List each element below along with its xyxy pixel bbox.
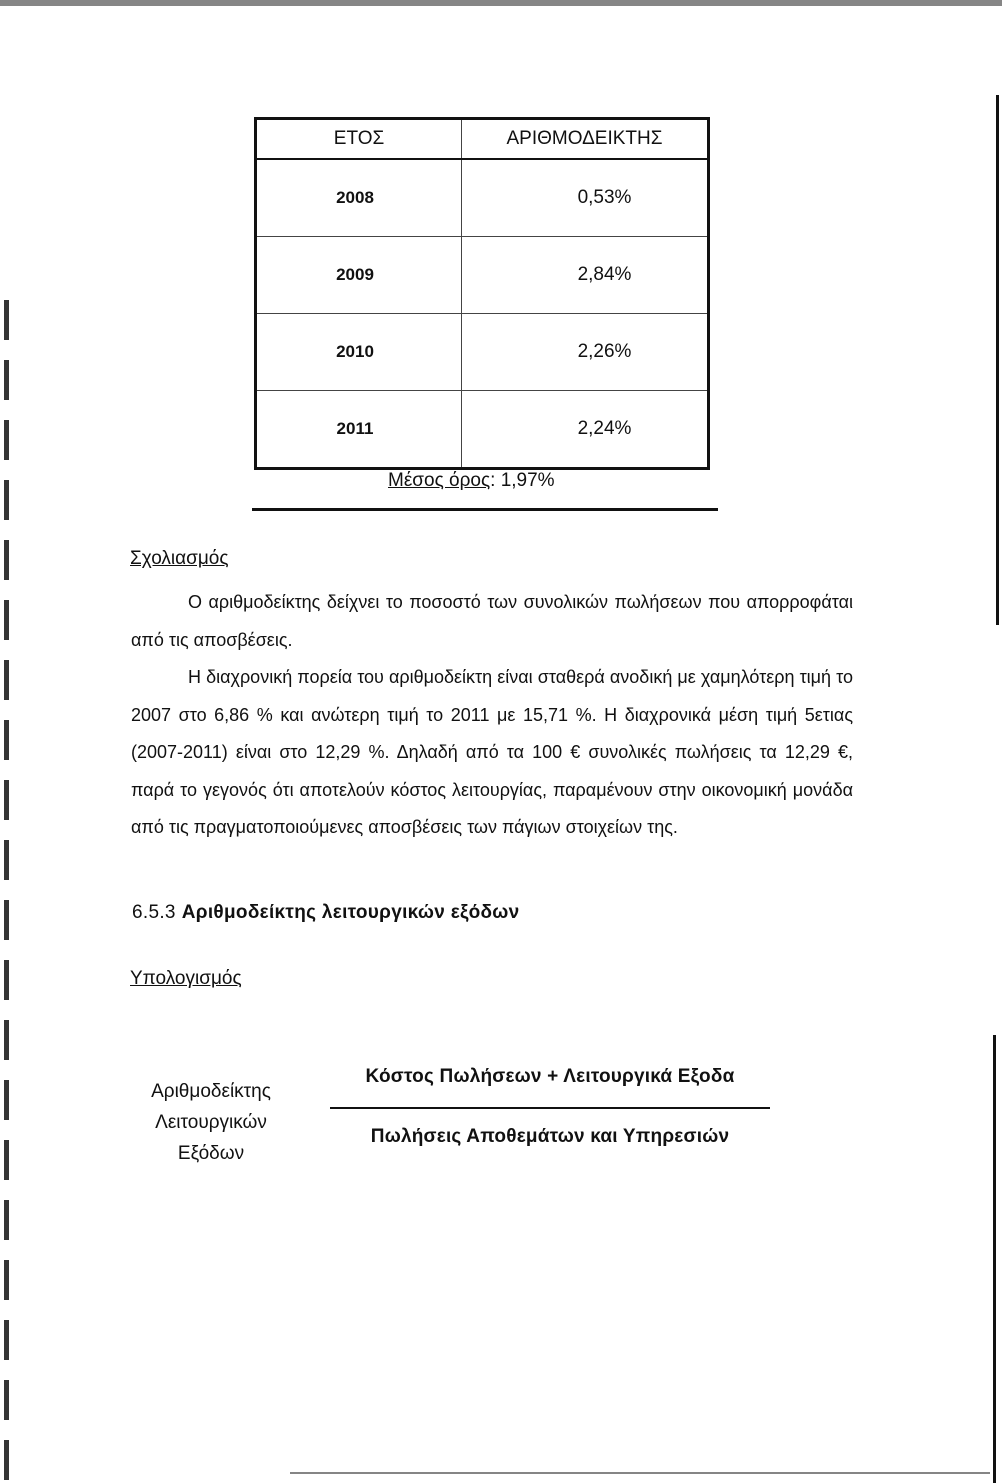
average-rule [252,508,718,511]
ratio-name [130,1076,292,1169]
table-row [256,314,709,391]
average-value: 1,97% [500,470,555,491]
table-header-row [256,119,709,160]
commentary-heading: Σχολιασμός [130,548,229,569]
ratio-table [254,117,710,470]
formula-denominator: Πωλήσεις Αποθεμάτων και Υπηρεσιών [370,1126,730,1147]
average-separator: : [490,470,496,491]
table-row [256,391,709,469]
table-row [256,159,709,237]
formula-numerator: Κόστος Πωλήσεων + Λειτουργικά Εξοδα [365,1066,735,1087]
scan-top-edge [0,0,1002,6]
table-row [256,237,709,314]
commentary-text [131,584,853,847]
scan-right-edge-lower [993,1035,996,1483]
commentary-paragraph-1: Ο αριθμοδείκτης δείχνει το ποσοστό των συνολικών πωλήσεων που απορροφάται από τις αποσβέσεις. [131,592,853,650]
average-label: Μέσος όρος [388,470,491,491]
row-year: 2011 [256,391,462,469]
ratio-name-line-2: Λειτουργικών [155,1112,267,1133]
section-title-text: Αριθμοδείκτης λειτουργικών εξόδων [181,902,520,923]
ratio-name-line-1: Αριθμοδείκτης [151,1081,271,1102]
scan-right-edge-upper [996,95,999,625]
scan-left-edge [4,300,9,1483]
row-year: 2010 [256,314,462,391]
row-value: 2,24% [462,391,709,469]
average-line [388,470,555,492]
calculation-heading: Υπολογισμός [130,968,242,989]
section-title [132,902,520,924]
row-value: 2,84% [462,237,709,314]
fraction-bar [330,1107,770,1109]
row-value: 0,53% [462,159,709,237]
row-year: 2008 [256,159,462,237]
row-value: 2,26% [462,314,709,391]
scan-bottom-edge [290,1472,990,1474]
ratio-name-line-3: Εξόδων [177,1143,245,1164]
header-ratio: ΑΡΙΘΜΟΔΕΙΚΤΗΣ [462,119,709,160]
header-year: ΕΤΟΣ [256,119,462,160]
row-year: 2009 [256,237,462,314]
commentary-paragraph-2: Η διαχρονική πορεία του αριθμοδείκτη είναι σταθερά ανοδική με χαμηλότερη τιμή το 2007 στο 6,86 % και ανώτερη τιμή το 2011 με 15,71 %. Η διαχρονικά μέση τιμή 5ετιας (2007-2011) είναι στο 12,29 %. Δηλαδή από τα 100 € συνολικές πωλήσεις τα 12,29 €, παρά το γεγονός ότι αποτελούν κόστος λειτουργίας, παραμένουν στην οικονομική μονάδα από τις πραγματοποιούμενες αποσβέσεις των πάγιων στοιχείων της. [131,667,853,837]
section-number: 6.5.3 [132,902,176,923]
